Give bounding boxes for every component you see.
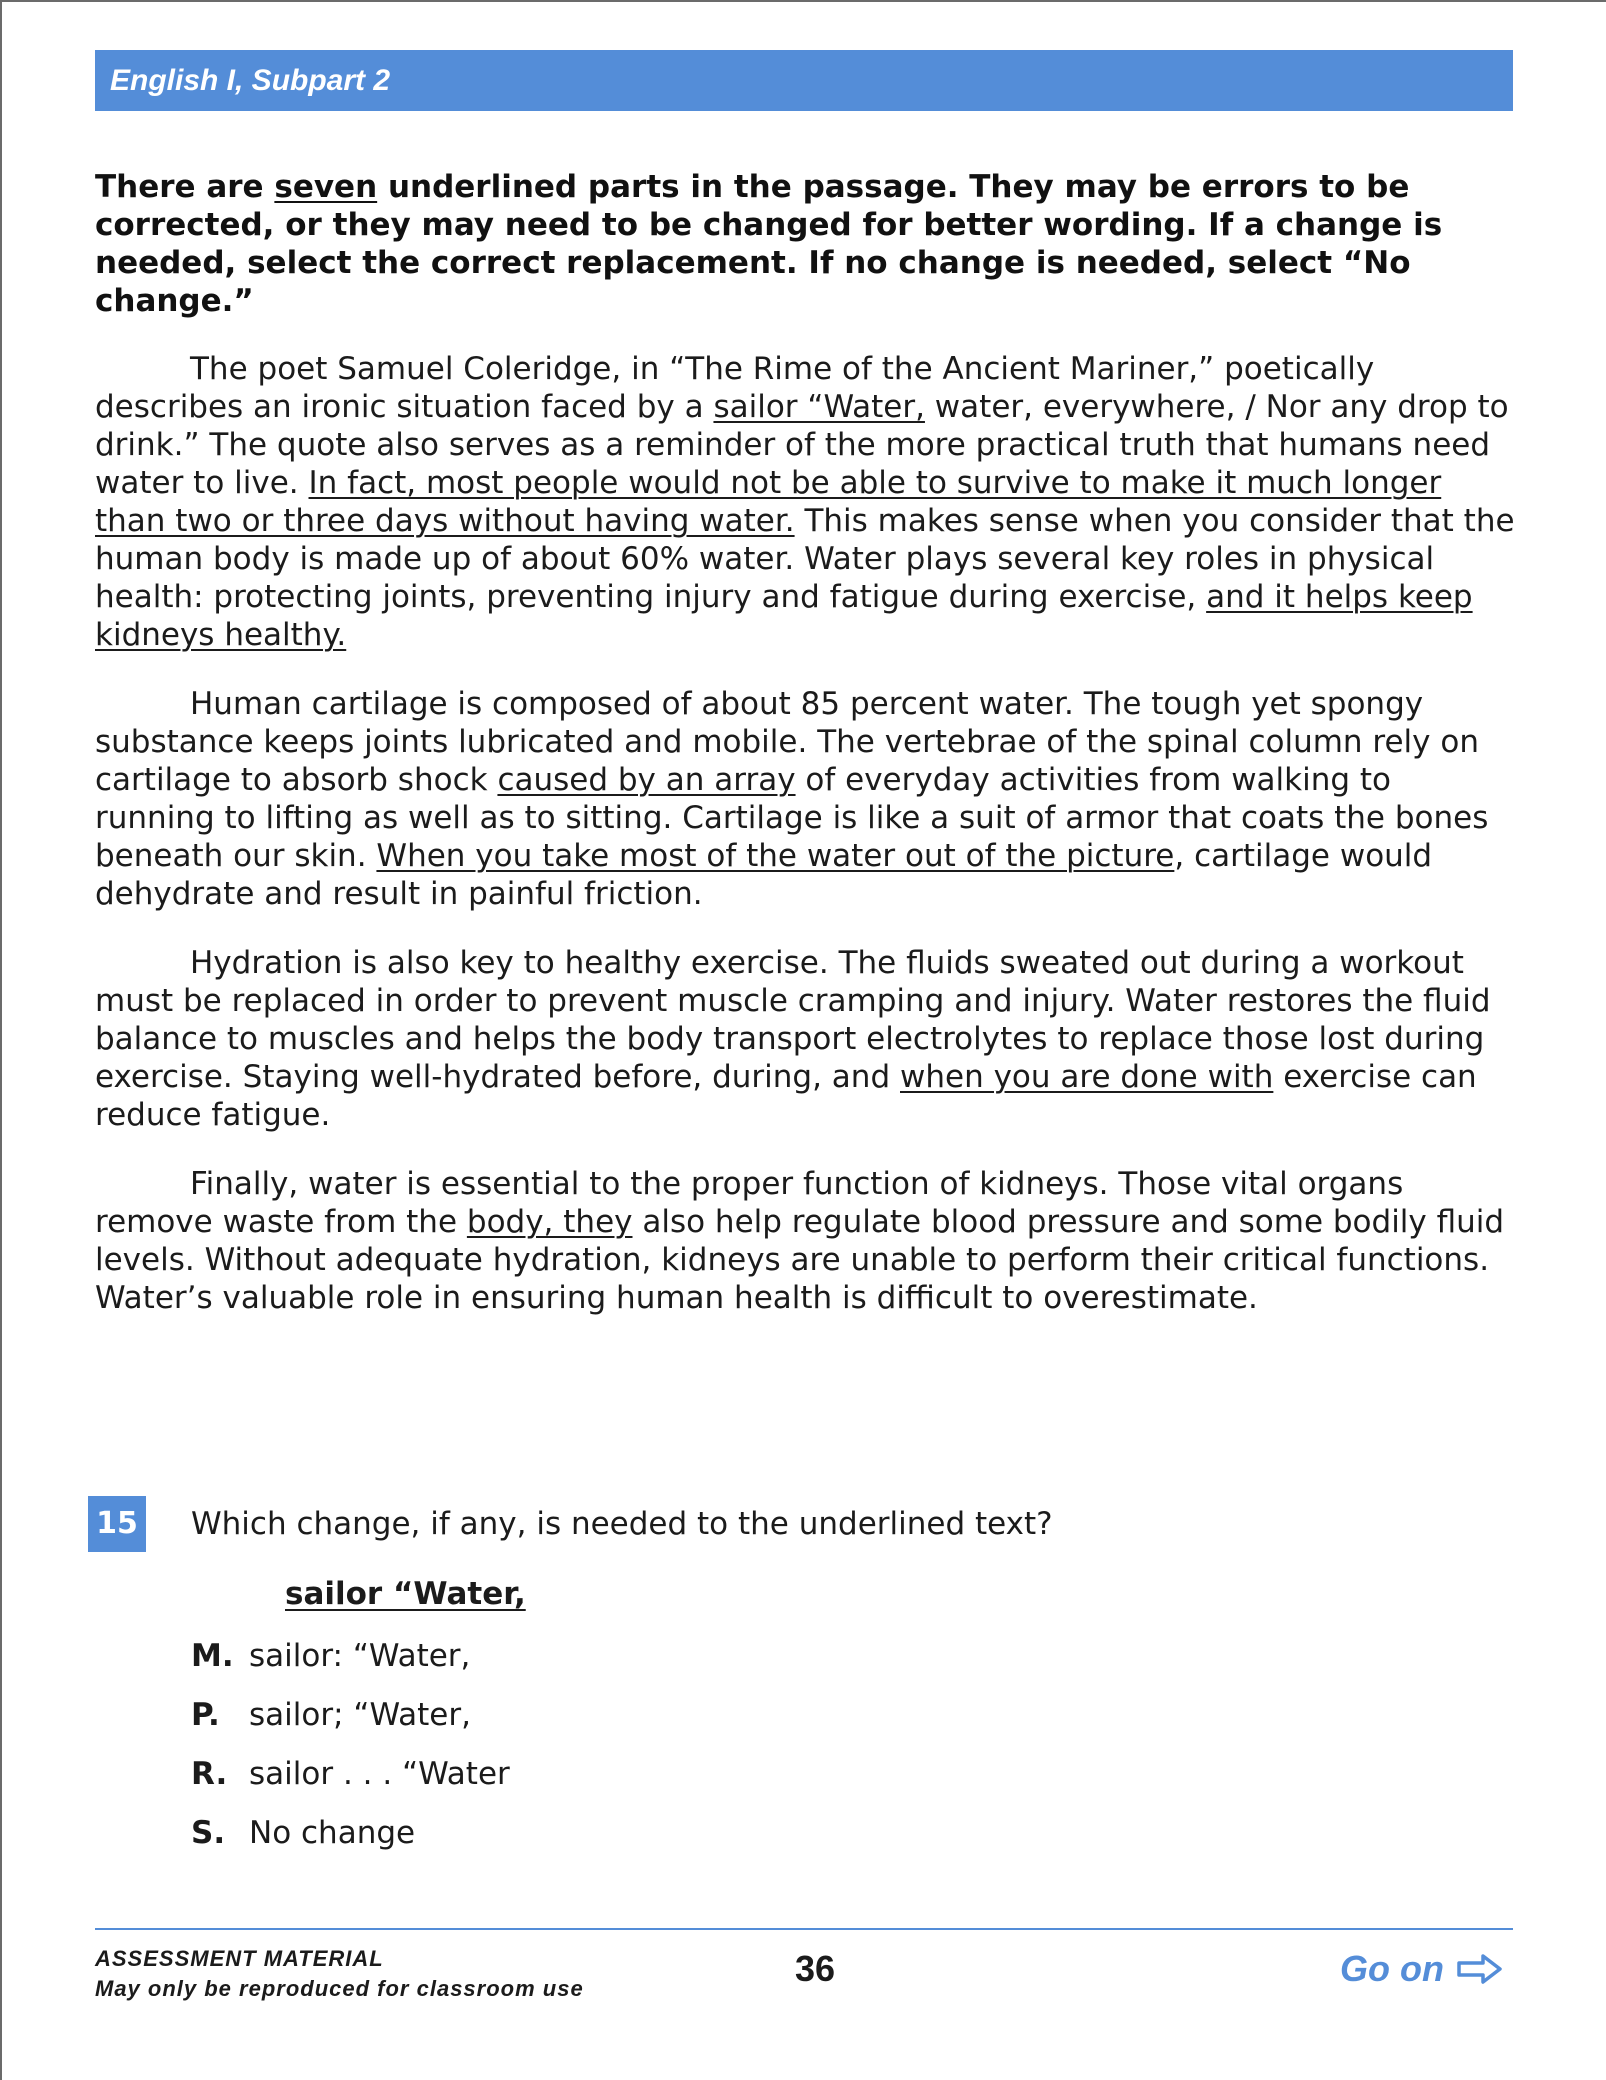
question-number-badge: 15 — [88, 1496, 146, 1552]
passage-text: of everyday activities from walking to running to lifting as well as to sitting. Cartilage is like a suit of armor that coats the bones beneath our skin. — [95, 762, 1489, 874]
header-title: English I, Subpart 2 — [110, 64, 391, 97]
passage-text: Finally, water is essential to the proper function of kidneys. Those vital organs remove waste from the — [95, 1166, 1404, 1240]
footer-divider — [95, 1928, 1513, 1930]
underlined-part-2: In fact, most people would not be able to survive to make it much longer than two or three days without having water. — [95, 465, 1442, 539]
passage-text: water, everywhere, / Nor any drop to drink.” The quote also serves as a reminder of the more practical truth that humans need water to live. — [95, 389, 1509, 501]
option-text: No change — [249, 1815, 416, 1851]
underlined-part-7: body, they — [466, 1204, 633, 1240]
right-arrow-icon — [1456, 1953, 1504, 1985]
directions — [95, 168, 1515, 320]
passage-text: also help regulate blood pressure and some bodily fluid levels. Without adequate hydration, kidneys are unable to perform their critical functions. Water’s valuable role in ensuring human health is difficult to overestimate. — [95, 1204, 1505, 1316]
answer-options — [191, 1632, 510, 1868]
option-text: sailor: “Water, — [249, 1638, 471, 1674]
passage-text: The poet Samuel Coleridge, in “The Rime of the Ancient Mariner,” poetically describes an ironic situation faced by a — [95, 351, 1375, 425]
directions-underlined-word: seven — [274, 169, 378, 205]
passage-text: , cartilage would dehydrate and result in painful friction. — [95, 838, 1433, 912]
option-letter: M. — [191, 1638, 234, 1674]
passage-text: This makes sense when you consider that the human body is made up of about 60% water. Water plays several key roles in physical health: protecting joints, preventing injury and fatigue during exercise, — [95, 503, 1515, 615]
question-stem: Which change, if any, is needed to the underlined text? — [191, 1506, 1053, 1542]
option-letter: S. — [191, 1815, 226, 1851]
passage-paragraph-3 — [95, 944, 1520, 1134]
underlined-part-6: when you are done with — [900, 1059, 1274, 1095]
underlined-part-5: When you take most of the water out of the picture — [376, 838, 1175, 874]
passage-paragraph-1 — [95, 350, 1520, 654]
answer-option-p[interactable] — [191, 1691, 510, 1750]
answer-option-s[interactable] — [191, 1809, 510, 1868]
directions-text-before: There are — [95, 169, 275, 205]
option-letter: P. — [191, 1697, 220, 1733]
option-text: sailor . . . “Water — [249, 1756, 510, 1792]
passage-text: Hydration is also key to healthy exercise. The fluids sweated out during a workout must be replaced in order to prevent muscle cramping and injury. Water restores the fluid balance to muscles and helps the body transport electrolytes to replace those lost during exercise. Staying well-hydrated before, during, and — [95, 945, 1491, 1095]
go-on-label: Go on — [1340, 1948, 1444, 1989]
option-letter: R. — [191, 1756, 228, 1792]
go-on-button[interactable] — [1340, 1944, 1504, 1994]
underlined-part-4: caused by an array — [497, 762, 796, 798]
passage-text: exercise can reduce fatigue. — [95, 1059, 1477, 1133]
answer-option-m[interactable] — [191, 1632, 510, 1691]
passage — [95, 350, 1520, 1348]
question-quoted-text: sailor “Water, — [285, 1576, 526, 1612]
page-number: 36 — [794, 1948, 836, 1989]
underlined-part-1: sailor “Water, — [713, 389, 925, 425]
answer-option-r[interactable] — [191, 1750, 510, 1809]
footer-line-1: ASSESSMENT MATERIAL — [95, 1946, 384, 1971]
underlined-part-3: and it helps keep kidneys healthy. — [95, 579, 1473, 653]
passage-paragraph-4 — [95, 1165, 1520, 1317]
passage-text: Human cartilage is composed of about 85 percent water. The tough yet spongy substance keeps joints lubricated and mobile. The vertebrae of the spinal column rely on cartilage to absorb shock — [95, 686, 1479, 798]
header-bar — [95, 50, 1513, 111]
footer-notice — [95, 1944, 584, 2004]
directions-text-after: underlined parts in the passage. They may be errors to be corrected, or they may need to be changed for better wording. If a change is needed, select the correct replacement. If no change is needed, select “No change.” — [95, 169, 1443, 319]
passage-paragraph-2 — [95, 685, 1520, 913]
option-text: sailor; “Water, — [249, 1697, 471, 1733]
footer-line-2: May only be reproduced for classroom use — [95, 1976, 584, 2001]
